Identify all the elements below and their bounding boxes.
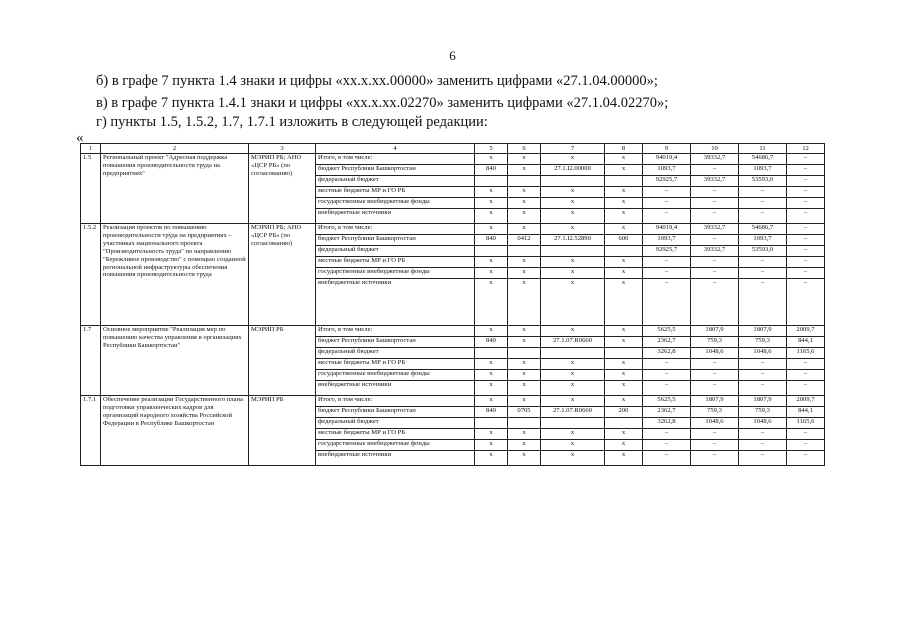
value-cell: – — [691, 257, 739, 268]
value-cell: 759,3 — [739, 337, 787, 348]
table-row — [81, 326, 825, 337]
block-num: 1.5 — [81, 154, 101, 224]
value-cell: – — [739, 187, 787, 198]
value-cell: x — [541, 209, 605, 224]
value-cell: 94019,4 — [643, 154, 691, 165]
value-cell — [508, 348, 541, 359]
source-cell: Итого, в том числе: — [316, 326, 475, 337]
source-cell: внебюджетные источники — [316, 451, 475, 466]
value-cell: – — [787, 451, 825, 466]
value-cell: 759,3 — [691, 337, 739, 348]
block-num: 1.7.1 — [81, 396, 101, 466]
value-cell: – — [739, 370, 787, 381]
value-cell: x — [605, 268, 643, 279]
value-cell: 1165,6 — [787, 348, 825, 359]
value-cell: – — [787, 268, 825, 279]
value-cell: – — [739, 279, 787, 326]
value-cell: x — [605, 396, 643, 407]
value-cell: 1093,7 — [643, 235, 691, 246]
source-cell: федеральный бюджет — [316, 348, 475, 359]
value-cell: 1093,7 — [739, 165, 787, 176]
header-cell: 8 — [605, 144, 643, 154]
value-cell: x — [605, 359, 643, 370]
value-cell: x — [475, 224, 508, 235]
value-cell: – — [787, 154, 825, 165]
amendment-line-v: в) в графе 7 пункта 1.4.1 знаки и цифры «xx.x.xx.02270» заменить цифрами «27.1.04.02270»; — [96, 95, 669, 111]
value-cell: 1048,6 — [739, 348, 787, 359]
value-cell: x — [605, 257, 643, 268]
value-cell: – — [739, 440, 787, 451]
value-cell: x — [475, 326, 508, 337]
value-cell: 1093,7 — [739, 235, 787, 246]
value-cell — [605, 246, 643, 257]
value-cell: x — [508, 440, 541, 451]
value-cell: 840 — [475, 235, 508, 246]
value-cell: – — [691, 209, 739, 224]
value-cell: x — [508, 279, 541, 326]
value-cell: x — [475, 187, 508, 198]
value-cell: x — [605, 381, 643, 396]
value-cell: 1807,9 — [691, 396, 739, 407]
table-header-row — [81, 144, 825, 154]
source-cell: внебюджетные источники — [316, 279, 475, 326]
block-exec: МЭРИП РБ; АНО «ЦСР РБ» (по согласованию) — [249, 224, 316, 326]
value-cell: x — [605, 187, 643, 198]
value-cell: x — [541, 326, 605, 337]
open-quote: « — [76, 130, 84, 146]
value-cell: 840 — [475, 407, 508, 418]
value-cell: x — [541, 451, 605, 466]
value-cell: 1048,6 — [691, 418, 739, 429]
value-cell: 1165,6 — [787, 418, 825, 429]
value-cell: 54686,7 — [739, 224, 787, 235]
source-cell: местные бюджеты МР и ГО РБ — [316, 187, 475, 198]
value-cell: 94019,4 — [643, 224, 691, 235]
value-cell: x — [475, 279, 508, 326]
value-cell: 5625,5 — [643, 326, 691, 337]
amendment-line-g: г) пункты 1.5, 1.5.2, 1.7, 1.7.1 изложить в следующей редакции: — [96, 114, 488, 130]
value-cell: – — [643, 268, 691, 279]
value-cell: x — [605, 429, 643, 440]
value-cell: x — [475, 268, 508, 279]
value-cell: – — [787, 440, 825, 451]
source-cell: бюджет Республики Башкортостан — [316, 165, 475, 176]
header-cell: 5 — [475, 144, 508, 154]
value-cell: x — [541, 257, 605, 268]
value-cell: x — [605, 451, 643, 466]
value-cell: 39332,7 — [691, 154, 739, 165]
value-cell: – — [643, 279, 691, 326]
header-cell: 3 — [249, 144, 316, 154]
value-cell: – — [691, 429, 739, 440]
value-cell: x — [508, 187, 541, 198]
value-cell — [475, 348, 508, 359]
value-cell: x — [541, 381, 605, 396]
value-cell: – — [691, 440, 739, 451]
value-cell: 53593,0 — [739, 176, 787, 187]
value-cell — [541, 246, 605, 257]
value-cell: x — [475, 359, 508, 370]
value-cell: – — [787, 381, 825, 396]
value-cell: x — [475, 396, 508, 407]
table-row — [81, 154, 825, 165]
value-cell: 840 — [475, 165, 508, 176]
value-cell: – — [643, 440, 691, 451]
value-cell: – — [787, 257, 825, 268]
value-cell: – — [787, 235, 825, 246]
value-cell: x — [508, 326, 541, 337]
value-cell: 27.1.07.R0660 — [541, 337, 605, 348]
value-cell: x — [541, 429, 605, 440]
value-cell: x — [508, 198, 541, 209]
value-cell: x — [508, 257, 541, 268]
value-cell: x — [541, 198, 605, 209]
value-cell: 1048,6 — [691, 348, 739, 359]
value-cell: 27.1.07.R0660 — [541, 407, 605, 418]
value-cell: – — [691, 198, 739, 209]
value-cell: 5625,5 — [643, 396, 691, 407]
source-cell: государственные внебюджетные фонды — [316, 440, 475, 451]
source-cell: бюджет Республики Башкортостан — [316, 407, 475, 418]
value-cell — [475, 176, 508, 187]
source-cell: федеральный бюджет — [316, 418, 475, 429]
block-name: Реализация проектов по повышению производительности труда на предприятиях – участниках национального проекта "Производительность труда" по направлению "Бережливое производство" с помощью созданной региональной инфраструктуры обеспечения повышения производительности труда — [101, 224, 249, 326]
block-name: Обеспечение реализации Государственного плана подготовки управленческих кадров для организаций народного хозяйства Российской Федерации в Республике Башкортостан — [101, 396, 249, 466]
value-cell: x — [541, 359, 605, 370]
value-cell: x — [605, 224, 643, 235]
value-cell: – — [787, 279, 825, 326]
header-cell: 7 — [541, 144, 605, 154]
value-cell — [475, 418, 508, 429]
value-cell: x — [541, 440, 605, 451]
value-cell: 92925,7 — [643, 246, 691, 257]
value-cell: x — [605, 209, 643, 224]
value-cell — [541, 176, 605, 187]
value-cell: x — [605, 326, 643, 337]
value-cell: – — [787, 187, 825, 198]
value-cell: 759,3 — [739, 407, 787, 418]
value-cell: x — [508, 268, 541, 279]
value-cell: x — [475, 257, 508, 268]
value-cell: 27.1.I2.52890 — [541, 235, 605, 246]
value-cell: 54686,7 — [739, 154, 787, 165]
source-cell: Итого, в том числе: — [316, 154, 475, 165]
value-cell: x — [508, 451, 541, 466]
source-cell: государственные внебюджетные фонды — [316, 198, 475, 209]
value-cell: – — [643, 381, 691, 396]
header-cell: 6 — [508, 144, 541, 154]
program-table — [80, 143, 825, 466]
source-cell: местные бюджеты МР и ГО РБ — [316, 359, 475, 370]
value-cell — [605, 418, 643, 429]
value-cell: 39332,7 — [691, 176, 739, 187]
value-cell: – — [739, 198, 787, 209]
value-cell: 3262,8 — [643, 418, 691, 429]
header-cell: 11 — [739, 144, 787, 154]
value-cell: – — [787, 224, 825, 235]
value-cell: – — [643, 198, 691, 209]
value-cell: – — [787, 209, 825, 224]
value-cell: x — [605, 154, 643, 165]
value-cell: – — [787, 165, 825, 176]
value-cell: – — [787, 198, 825, 209]
source-cell: бюджет Республики Башкортостан — [316, 337, 475, 348]
header-cell: 2 — [101, 144, 249, 154]
value-cell: – — [643, 187, 691, 198]
block-num: 1.5.2 — [81, 224, 101, 326]
value-cell: – — [739, 268, 787, 279]
value-cell: – — [643, 359, 691, 370]
header-cell: 12 — [787, 144, 825, 154]
header-cell: 9 — [643, 144, 691, 154]
source-cell: внебюджетные источники — [316, 381, 475, 396]
value-cell: x — [508, 359, 541, 370]
value-cell — [508, 418, 541, 429]
value-cell: – — [643, 429, 691, 440]
table-row — [81, 224, 825, 235]
value-cell: 759,3 — [691, 407, 739, 418]
value-cell: 39332,7 — [691, 246, 739, 257]
value-cell: x — [605, 440, 643, 451]
value-cell: x — [508, 154, 541, 165]
value-cell — [508, 246, 541, 257]
block-exec: МЭРИП РБ — [249, 396, 316, 466]
value-cell: 200 — [605, 407, 643, 418]
block-exec: МЭРИП РБ; АНО «ЦСР РБ» (по согласованию) — [249, 154, 316, 224]
value-cell: 3262,8 — [643, 348, 691, 359]
value-cell: 0412 — [508, 235, 541, 246]
source-cell: федеральный бюджет — [316, 246, 475, 257]
value-cell: x — [508, 209, 541, 224]
value-cell: x — [605, 165, 643, 176]
value-cell: x — [605, 370, 643, 381]
value-cell: x — [605, 279, 643, 326]
value-cell: 0705 — [508, 407, 541, 418]
value-cell — [475, 246, 508, 257]
value-cell: x — [508, 381, 541, 396]
value-cell: – — [739, 451, 787, 466]
value-cell: 2009,7 — [787, 326, 825, 337]
value-cell: – — [691, 279, 739, 326]
value-cell: – — [739, 257, 787, 268]
value-cell: x — [508, 224, 541, 235]
value-cell: 92925,7 — [643, 176, 691, 187]
value-cell — [541, 418, 605, 429]
value-cell: 2009,7 — [787, 396, 825, 407]
table-row — [81, 396, 825, 407]
value-cell: – — [691, 381, 739, 396]
value-cell: – — [691, 268, 739, 279]
value-cell: – — [787, 359, 825, 370]
value-cell: 600 — [605, 235, 643, 246]
value-cell: x — [475, 429, 508, 440]
source-cell: местные бюджеты МР и ГО РБ — [316, 257, 475, 268]
source-cell: Итого, в том числе: — [316, 396, 475, 407]
source-cell: федеральный бюджет — [316, 176, 475, 187]
value-cell — [605, 176, 643, 187]
value-cell: x — [475, 370, 508, 381]
value-cell: – — [739, 209, 787, 224]
value-cell: – — [643, 451, 691, 466]
value-cell: 39332,7 — [691, 224, 739, 235]
value-cell: 844,1 — [787, 407, 825, 418]
source-cell: бюджет Республики Башкортостан — [316, 235, 475, 246]
value-cell: x — [541, 279, 605, 326]
value-cell: – — [787, 370, 825, 381]
value-cell: x — [541, 396, 605, 407]
value-cell: x — [475, 154, 508, 165]
value-cell: 1807,9 — [739, 396, 787, 407]
value-cell: 27.1.I2.00000 — [541, 165, 605, 176]
value-cell: – — [787, 176, 825, 187]
value-cell: – — [787, 246, 825, 257]
value-cell: x — [541, 370, 605, 381]
value-cell: x — [508, 337, 541, 348]
value-cell: x — [508, 165, 541, 176]
value-cell: 844,1 — [787, 337, 825, 348]
amendment-line-b: б) в графе 7 пункта 1.4 знаки и цифры «xx.x.xx.00000» заменить цифрами «27.1.04.00000»; — [96, 73, 658, 89]
value-cell: – — [643, 370, 691, 381]
value-cell: x — [508, 396, 541, 407]
value-cell: – — [691, 451, 739, 466]
value-cell: 1093,7 — [643, 165, 691, 176]
value-cell: x — [541, 154, 605, 165]
value-cell: – — [643, 257, 691, 268]
value-cell — [541, 348, 605, 359]
value-cell: 840 — [475, 337, 508, 348]
block-num: 1.7 — [81, 326, 101, 396]
value-cell: x — [541, 268, 605, 279]
value-cell: 1807,9 — [691, 326, 739, 337]
value-cell: – — [739, 381, 787, 396]
value-cell: x — [508, 370, 541, 381]
header-cell: 10 — [691, 144, 739, 154]
value-cell: x — [475, 209, 508, 224]
value-cell: x — [605, 198, 643, 209]
value-cell: 1048,6 — [739, 418, 787, 429]
header-cell: 1 — [81, 144, 101, 154]
value-cell: – — [643, 209, 691, 224]
value-cell: x — [605, 337, 643, 348]
value-cell: x — [541, 224, 605, 235]
value-cell — [508, 176, 541, 187]
value-cell: 53593,0 — [739, 246, 787, 257]
header-cell: 4 — [316, 144, 475, 154]
block-name: Региональный проект "Адресная поддержка повышения производительности труда на предприятиях" — [101, 154, 249, 224]
value-cell: 1807,9 — [739, 326, 787, 337]
value-cell: x — [475, 451, 508, 466]
value-cell: x — [475, 381, 508, 396]
value-cell: – — [691, 359, 739, 370]
source-cell: местные бюджеты МР и ГО РБ — [316, 429, 475, 440]
value-cell: – — [739, 429, 787, 440]
value-cell: – — [787, 429, 825, 440]
value-cell: – — [739, 359, 787, 370]
value-cell: x — [475, 198, 508, 209]
value-cell: – — [691, 235, 739, 246]
value-cell: x — [475, 440, 508, 451]
value-cell: 2362,7 — [643, 407, 691, 418]
source-cell: внебюджетные источники — [316, 209, 475, 224]
value-cell: x — [541, 187, 605, 198]
value-cell: 2362,7 — [643, 337, 691, 348]
page-number: 6 — [449, 48, 456, 63]
value-cell: – — [691, 165, 739, 176]
source-cell: государственные внебюджетные фонды — [316, 370, 475, 381]
block-name: Основное мероприятие "Реализация мер по повышению качества управления в организациях Республики Башкортостан" — [101, 326, 249, 396]
value-cell — [605, 348, 643, 359]
value-cell: – — [691, 370, 739, 381]
source-cell: Итого, в том числе: — [316, 224, 475, 235]
value-cell: x — [508, 429, 541, 440]
value-cell: – — [691, 187, 739, 198]
source-cell: государственные внебюджетные фонды — [316, 268, 475, 279]
block-exec: МЭРИП РБ — [249, 326, 316, 396]
